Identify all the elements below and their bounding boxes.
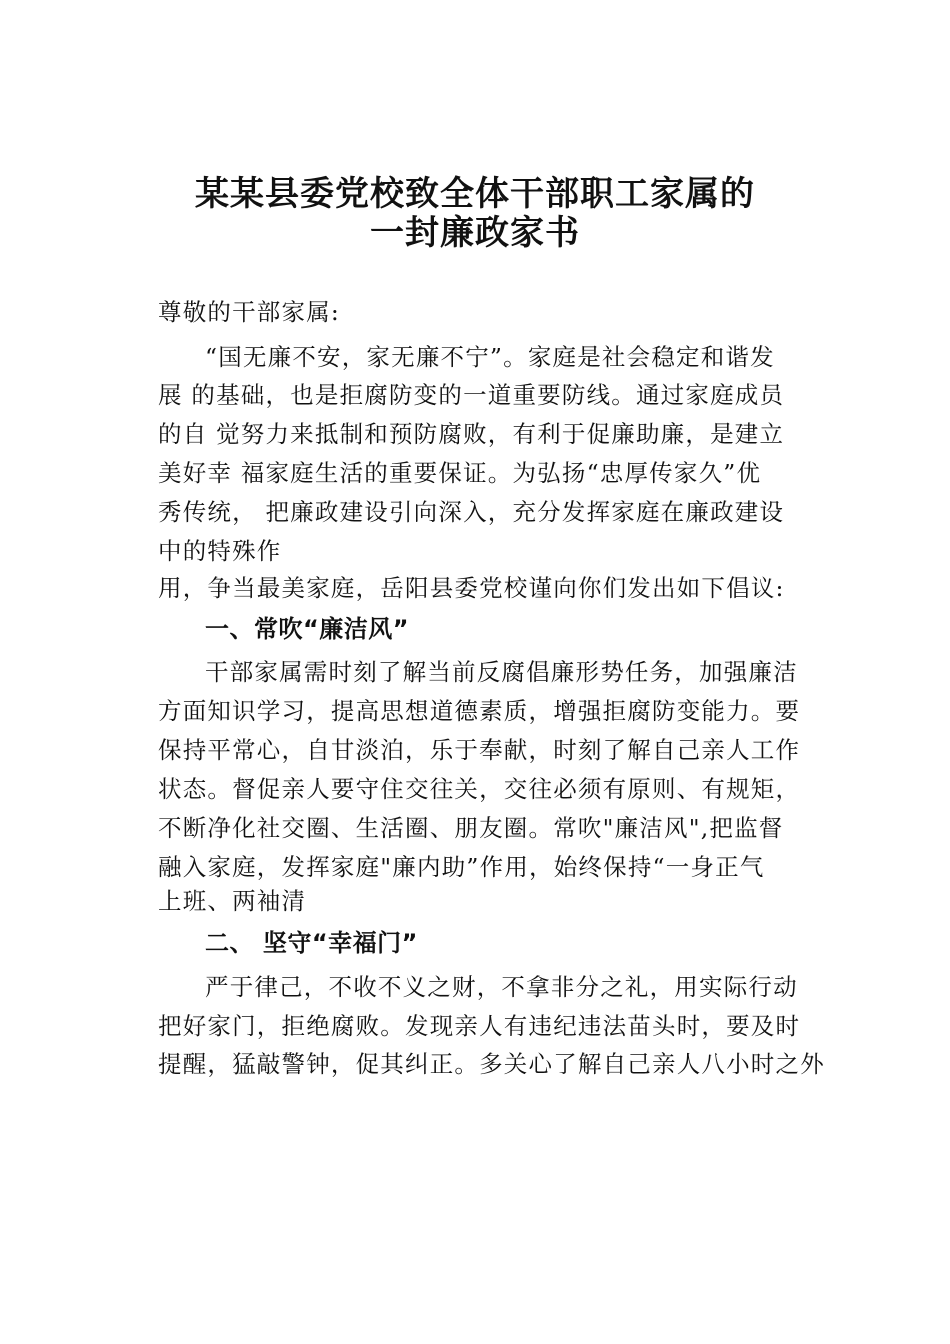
section-1-line: 不断净化社交圈、生活圈、朋友圈。常吹"廉洁风",把监督 (158, 814, 784, 842)
section-2-line: 把好家门，拒绝腐败。发现亲人有违纪违法苗头时，要及时 (158, 1012, 801, 1040)
section-2-line: 提醒，猛敲警钟，促其纠正。多关心了解自己亲人八小时之外 (158, 1050, 825, 1078)
section-1-line: 状态。督促亲人要守住交往关，交往必须有原则、有规矩， (158, 775, 801, 803)
document-title-line-1: 某某县委党校致全体干部职工家属的 (195, 174, 755, 214)
section-1-line: 干部家属需时刻了解当前反腐倡廉形势任务，加强廉洁 (205, 658, 798, 686)
intro-paragraph-line: 展 的基础，也是拒腐防变的一道重要防线。通过家庭成员 (158, 381, 785, 409)
intro-paragraph-line: 中的特殊作 (158, 537, 282, 565)
document-title-line-2: 一封廉政家书 (370, 213, 580, 253)
section-1-line: 方面知识学习，提高思想道德素质，增强拒腐防变能力。要 (158, 697, 801, 725)
section-heading-2: 二、 坚守“幸福门” (205, 929, 418, 957)
section-heading-1: 一、常吹“廉洁风” (205, 615, 410, 643)
salutation: 尊敬的干部家属: (158, 298, 341, 326)
intro-paragraph-line: 秀传统， 把廉政建设引向深入，充分发挥家庭在廉政建设 (158, 498, 785, 526)
section-1-line: 上班、两袖清 (158, 887, 307, 915)
section-2-line: 严于律己，不收不义之财，不拿非分之礼，用实际行动 (205, 973, 798, 1001)
intro-paragraph-line: 的自 觉努力来抵制和预防腐败，有利于促廉助廉，是建立 (158, 420, 785, 448)
intro-paragraph-line: 美好幸 福家庭生活的重要保证。为弘扬“忠厚传家久”优 (158, 459, 762, 487)
intro-paragraph-line: 用，争当最美家庭，岳阳县委党校谨向你们发出如下倡议: (158, 574, 785, 602)
intro-paragraph-line: “国无廉不安，家无廉不宁”。家庭是社会稳定和谐发 (205, 343, 775, 371)
section-1-line: 保持平常心，自甘淡泊，乐于奉献，时刻了解自己亲人工作 (158, 736, 801, 764)
section-1-line: 融入家庭，发挥家庭"廉内助”作用，始终保持“一身正气 (158, 853, 765, 881)
